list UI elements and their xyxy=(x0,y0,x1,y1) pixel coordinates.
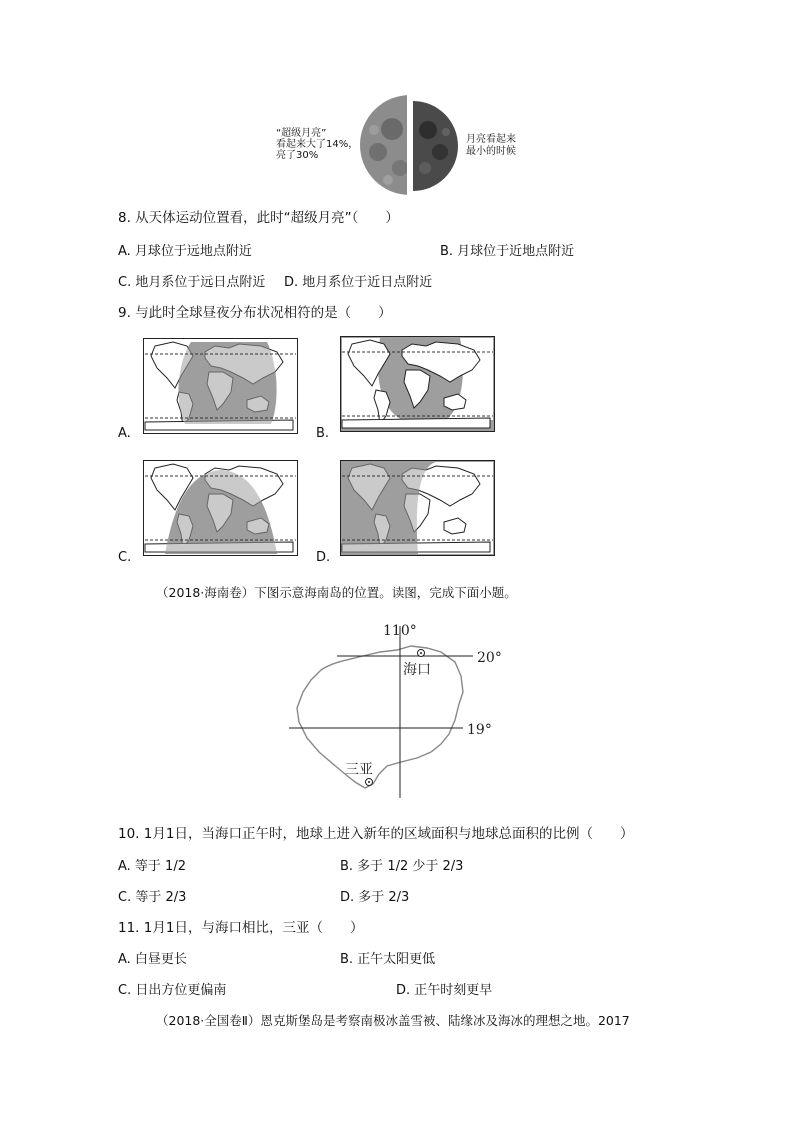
q11-option-a[interactable]: A. 白昼更长 xyxy=(118,952,187,967)
q9-map-a[interactable] xyxy=(143,338,298,434)
hainan-section-intro: （2018·海南卷）下图示意海南岛的位置。读图，完成下面小题。 xyxy=(156,585,517,600)
question-9-stem: 9. 与此时全球昼夜分布状况相符的是（ ） xyxy=(118,305,392,321)
super-moon-caption xyxy=(276,128,358,161)
caption-line: 看起来大了14%， xyxy=(276,139,359,150)
q10-option-b[interactable]: B. 多于 1/2 少于 2/3 xyxy=(340,859,464,874)
next-section-intro: （2018·全国卷Ⅱ）恩克斯堡岛是考察南极冰盖雪被、陆缘冰及海冰的理想之地。2017 xyxy=(156,1013,630,1028)
hainan-map xyxy=(285,618,505,800)
question-10-stem: 10. 1月1日，当海口正午时，地球上进入新年的区域面积与地球总面积的比例（ ） xyxy=(118,826,634,842)
q11-option-d[interactable]: D. 正午时刻更早 xyxy=(396,983,493,998)
sanya-label: 三亚 xyxy=(345,762,373,778)
question-11-stem: 11. 1月1日，与海口相比，三亚（ ） xyxy=(118,920,364,936)
latitude-19-label: 19° xyxy=(467,722,492,738)
q9-map-d[interactable] xyxy=(340,460,495,556)
q8-option-c[interactable]: C. 地月系位于远日点附近 xyxy=(118,275,266,290)
small-moon-caption xyxy=(466,134,516,158)
q9-option-d-label[interactable]: D. xyxy=(316,550,331,565)
latitude-20-label: 20° xyxy=(477,650,502,666)
caption-line: 最小的时候 xyxy=(466,146,516,157)
caption-line: 月亮看起来 xyxy=(466,134,516,145)
q10-option-d[interactable]: D. 多于 2/3 xyxy=(340,890,410,905)
q8-option-d[interactable]: D. 地月系位于近日点附近 xyxy=(284,275,433,290)
caption-line: 亮了30% xyxy=(276,150,319,161)
q11-option-c[interactable]: C. 日出方位更偏南 xyxy=(118,983,227,998)
longitude-110-label: 110° xyxy=(383,623,417,639)
question-8-stem: 8. 从天体运动位置看，此时“超级月亮”（ ） xyxy=(118,210,399,226)
q9-option-a-label[interactable]: A. xyxy=(118,426,131,441)
q9-option-c-label[interactable]: C. xyxy=(118,550,132,565)
q9-map-c[interactable] xyxy=(143,460,298,556)
q9-map-b[interactable] xyxy=(340,336,495,432)
moon-figure xyxy=(270,94,530,196)
q10-option-a[interactable]: A. 等于 1/2 xyxy=(118,859,186,874)
q11-option-b[interactable]: B. 正午太阳更低 xyxy=(340,952,436,967)
q8-option-b[interactable]: B. 月球位于近地点附近 xyxy=(440,244,575,259)
haikou-label: 海口 xyxy=(403,662,431,678)
q10-option-c[interactable]: C. 等于 2/3 xyxy=(118,890,187,905)
hainan-island-outline xyxy=(297,646,463,788)
caption-line: “超级月亮” xyxy=(276,128,327,139)
q8-option-a[interactable]: A. 月球位于远地点附近 xyxy=(118,244,252,259)
q9-option-b-label[interactable]: B. xyxy=(316,426,330,441)
